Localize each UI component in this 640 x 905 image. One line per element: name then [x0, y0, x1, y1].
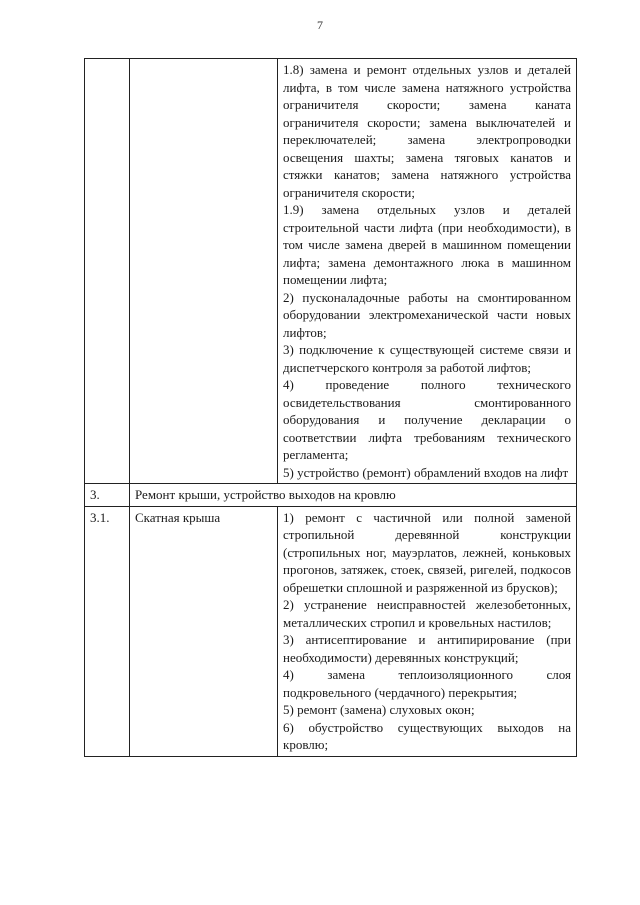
- list-item: 1.9) замена отдельных узлов и деталей строительной части лифта (при необходимости), в том числе замена дверей в машинном помещении лифта; замена демонтажного люка в машинном помещении лифта;: [283, 202, 571, 287]
- list-item: 4) замена теплоизоляционного слоя подкровельного (чердачного) перекрытия;: [283, 667, 571, 700]
- work-list-cell: [278, 506, 577, 756]
- list-item: 5) устройство (ремонт) обрамлений входов на лифт: [283, 464, 569, 480]
- list-item: 6) обустройство существующих выходов на кровлю;: [283, 719, 571, 752]
- row-number-cell: [85, 59, 130, 484]
- table-row: [85, 506, 577, 756]
- section-title-cell: Ремонт крыши, устройство выходов на кровлю: [130, 484, 577, 507]
- page-number: 7: [317, 18, 323, 32]
- list-item: 4) проведение полного технического освидетельствования смонтированного оборудования и получение декларации о соответствии лифта требованиям технического регламента;: [283, 377, 571, 462]
- table-row: [85, 484, 577, 507]
- list-item: 3) антисептирование и антипирирование (при необходимости) деревянных конструкций;: [283, 632, 571, 665]
- row-number-cell: 3.1.: [85, 506, 130, 756]
- list-item: 5) ремонт (замена) слуховых окон;: [283, 702, 475, 717]
- work-name-cell: Скатная крыша: [130, 506, 278, 756]
- works-table: [84, 58, 577, 757]
- work-list-cell: [278, 59, 577, 484]
- work-name-cell: [130, 59, 278, 484]
- row-number-cell: 3.: [85, 484, 130, 507]
- list-item: 1.8) замена и ремонт отдельных узлов и деталей лифта, в том числе замена натяжного устройства ограничителя скорости; замена каната ограничителя скорости; замена выключателей и переключателей; замена электропроводки освещения шахты; замена тяговых канатов и стяжки канатов; замена натяжного устройства ограничителя скорости;: [283, 62, 571, 200]
- list-item: 2) пусконаладочные работы на смонтированном оборудовании электромеханической части новых лифтов;: [283, 289, 571, 340]
- list-item: 1) ремонт с частичной или полной заменой стропильной деревянной конструкции (стропильных ног, мауэрлатов, лежней, коньковых прогонов, затяжек, стоек, связей, ригелей, подкосов обрешетки сплошной и разряженной из брусков);: [283, 509, 571, 595]
- list-item: 2) устранение неисправностей железобетонных, металлических стропил и кровельных настилов;: [283, 597, 571, 630]
- list-item: 3) подключение к существующей системе связи и диспетчерского контроля за работой лифтов;: [283, 342, 571, 375]
- table-row: [85, 59, 577, 484]
